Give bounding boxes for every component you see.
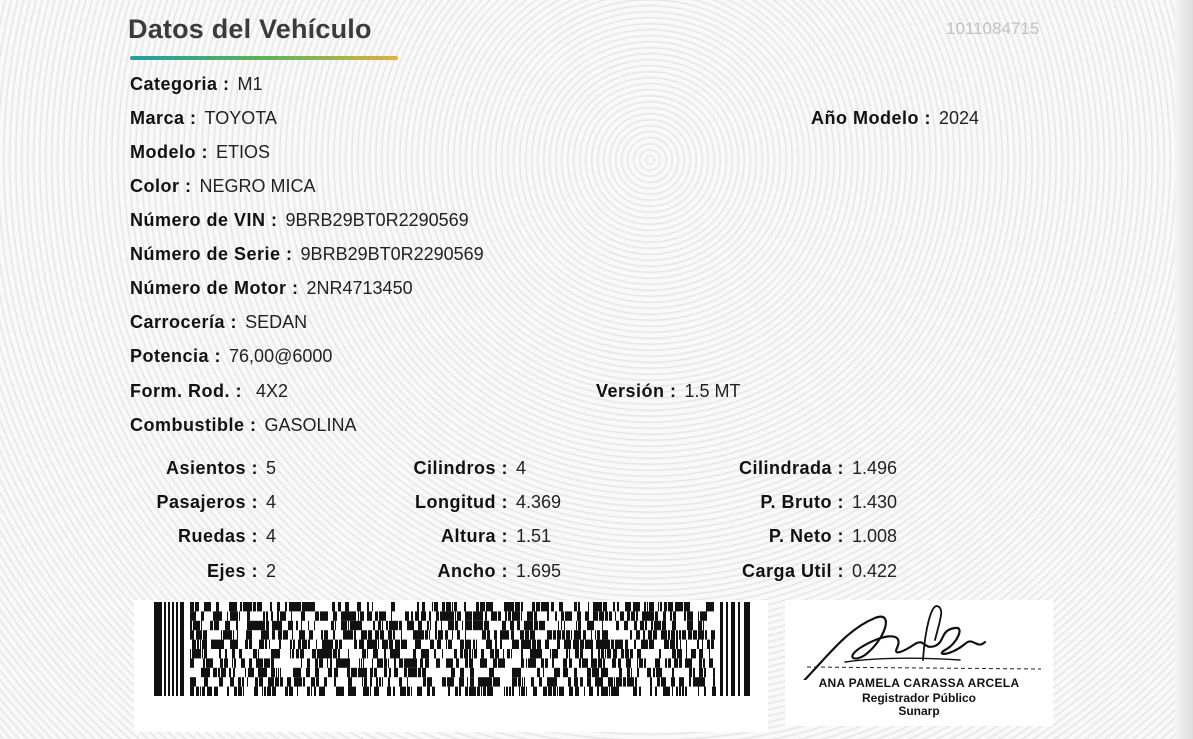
field-value: 9BRB29BT0R2290569 [300,244,484,264]
spec-label: P. Bruto : [760,492,844,512]
title-underline [130,56,398,60]
field-value: 1.5 MT [684,381,741,401]
field-serie [130,243,484,265]
field-categoria [130,73,263,95]
document-number: 1011084715 [946,19,1040,38]
spec-row [700,560,897,582]
field-label: Carrocería : [130,312,238,332]
field-value: ETIOS [216,142,271,162]
spec-value: 4.369 [516,492,562,512]
spec-value: 2 [266,561,277,581]
pdf417-barcode [134,600,768,732]
signatory-role: Registrador Público [861,691,977,705]
spec-label: Cilindrada : [738,458,844,478]
field-value: GASOLINA [264,415,357,435]
field-form-rod [130,380,288,402]
spec-label: P. Neto : [768,526,844,546]
field-label: Número de Serie : [130,244,293,264]
field-value: M1 [237,74,263,94]
field-version [596,380,741,402]
field-combustible [130,414,357,436]
field-value: NEGRO MICA [199,176,316,196]
field-label: Form. Rod. : [130,381,242,401]
field-value: 4X2 [256,381,289,401]
field-label: Número de VIN : [130,210,278,230]
field-label: Año Modelo : [811,108,931,128]
spec-label: Pasajeros : [156,492,258,512]
field-value: 2NR4713450 [306,278,413,298]
spec-row [700,457,897,479]
spec-label: Longitud : [415,492,508,512]
field-label: Combustible : [130,415,257,435]
spec-value: 4 [516,458,527,478]
field-motor [130,277,413,299]
field-label: Marca : [130,108,197,128]
spec-value: 1.008 [852,526,898,546]
spec-value: 4 [266,526,277,546]
spec-value: 1.496 [852,458,898,478]
spec-row [700,525,897,547]
field-label: Categoria : [130,74,230,94]
signature-icon [785,600,1053,680]
field-potencia [130,345,332,367]
spec-value: 4 [266,492,277,512]
spec-label: Ancho : [437,561,508,581]
field-value: 9BRB29BT0R2290569 [285,210,469,230]
spec-label: Ruedas : [177,526,258,546]
spec-row [700,491,897,513]
spec-value: 1.51 [516,526,552,546]
spec-value: 0.422 [852,561,898,581]
spec-row [130,525,276,547]
spec-row [130,491,276,513]
spec-value: 5 [266,458,277,478]
field-color [130,175,316,197]
field-modelo [130,141,270,163]
field-carroceria [130,311,307,333]
spec-label: Cilindros : [413,458,508,478]
spec-value: 1.695 [516,561,562,581]
spec-label: Altura : [441,526,508,546]
field-vin [130,209,469,231]
barcode-icon [154,602,750,696]
spec-label: Asientos : [165,458,258,478]
field-value: 76,00@6000 [229,346,333,366]
signature-block [785,600,1053,726]
spec-row [380,491,561,513]
signatory-name: ANA PAMELA CARASSA ARCELA [818,676,1020,690]
spec-label: Ejes : [206,561,258,581]
spec-row [380,560,561,582]
spec-row [380,525,551,547]
field-value: TOYOTA [204,108,277,128]
field-label: Color : [130,176,192,196]
field-label: Modelo : [130,142,208,162]
field-label: Potencia : [130,346,222,366]
field-label: Versión : [596,381,677,401]
field-label: Número de Motor : [130,278,299,298]
page-title: Datos del Vehículo [128,14,372,44]
spec-row [130,457,276,479]
signatory-organization: Sunarp [898,704,940,718]
spec-value: 1.430 [852,492,898,512]
field-value: 2024 [938,108,980,128]
field-marca [130,107,277,129]
spec-label: Carga Util : [741,561,844,581]
spec-row [130,560,276,582]
page-edge [1175,0,1193,739]
spec-row [380,457,526,479]
field-value: SEDAN [245,312,308,332]
field-anio-modelo [811,107,979,129]
